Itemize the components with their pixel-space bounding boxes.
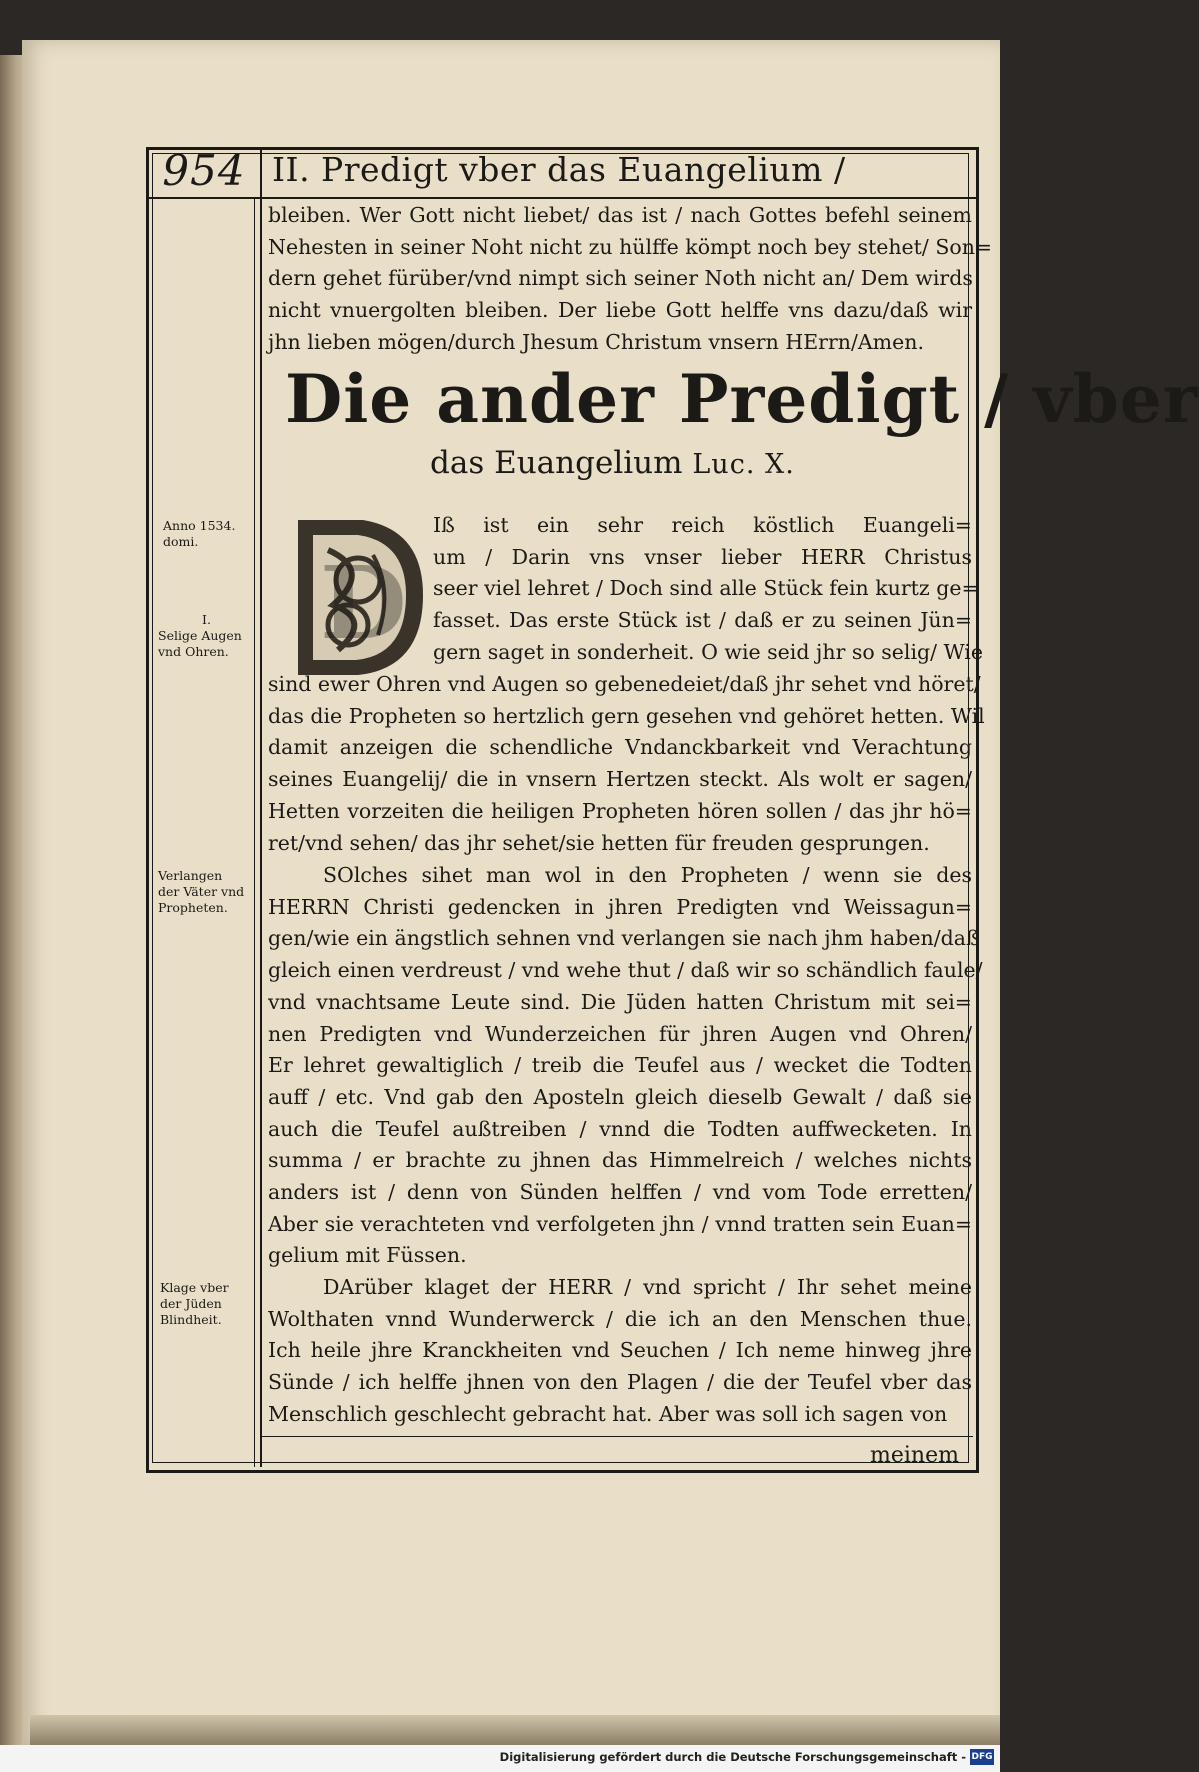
- sermon-subtitle-text: das Euangelium: [430, 445, 683, 481]
- text-line: auff / etc. Vnd gab den Aposteln gleich dieselb Gewalt / daß sie: [268, 1084, 972, 1109]
- text-line: jhn lieben mögen/durch Jhesum Christum vnsern HErrn/Amen.: [268, 329, 924, 354]
- margin-note-line: der Väter vnd: [158, 884, 245, 899]
- page-bottom-edge: [30, 1715, 1000, 1745]
- text-line: gelium mit Füssen.: [268, 1243, 467, 1268]
- text-line: dern gehet fürüber/vnd nimpt sich seiner Noth nicht an/ Dem wirds: [268, 266, 973, 291]
- paragraph-intro: [268, 200, 993, 359]
- text-line: seer viel lehret / Doch sind alle Stück fein kurtz ge=: [433, 576, 979, 601]
- text-line: sind ewer Ohren vnd Augen so gebenedeiet/daß jhr sehet vnd höret/: [268, 672, 981, 696]
- margin-note-line: I.: [202, 612, 211, 627]
- margin-note-line: Klage vber: [160, 1280, 229, 1295]
- paragraph-3: [268, 1272, 972, 1431]
- margin-note-line: der Jüden: [160, 1296, 222, 1311]
- text-line: um / Darin vns vnser lieber HERR Christus: [433, 544, 972, 569]
- text-line: auch die Teufel außtreiben / vnnd die Todten auffwecketen. In: [268, 1116, 972, 1141]
- text-line: das die Propheten so hertzlich gern gesehen vnd gehöret hetten. Wil: [268, 703, 985, 728]
- text-line: ret/vnd sehen/ das jhr sehet/sie hetten für freuden gesprungen.: [268, 830, 930, 855]
- margin-column-rule: [260, 150, 262, 1467]
- text-line: SOlches sihet man wol in den Propheten / wenn sie des: [323, 863, 972, 887]
- text-line: gleich einen verdreust / vnd wehe thut / daß wir so schändlich faule/: [268, 958, 983, 983]
- paragraph-1: [268, 669, 985, 859]
- text-line: seines Euangelij/ die in vnsern Hertzen steckt. Als wolt er sagen/: [268, 767, 972, 792]
- page-number: 954: [162, 146, 246, 195]
- paragraph-1-indented: [433, 510, 983, 669]
- text-line: summa / er brachte zu jhnen das Himmelreich / welches nichts: [268, 1148, 972, 1173]
- margin-note-line: Selige Augen: [158, 628, 242, 643]
- margin-note-selige: [158, 612, 258, 660]
- margin-note-klage: [160, 1280, 260, 1328]
- text-line: vnd vnachtsame Leute sind. Die Jüden hatten Christum mit sei=: [268, 989, 972, 1014]
- text-line: Er lehret gewaltiglich / treib die Teufel aus / wecket die Todten: [268, 1053, 972, 1078]
- text-line: fasset. Das erste Stück ist / daß er zu seinen Jün=: [433, 608, 972, 633]
- digitization-footer: [0, 1745, 1000, 1772]
- text-line: Wolthaten vnnd Wunderwerck / die ich an den Menschen thue.: [268, 1306, 972, 1331]
- text-line: damit anzeigen die schendliche Vndanckbarkeit vnd Verachtung: [268, 735, 972, 760]
- margin-note-line: domi.: [163, 534, 199, 549]
- text-line: bleiben. Wer Gott nicht liebet/ das ist / nach Gottes befehl seinem: [268, 203, 972, 227]
- margin-note-anno: [163, 518, 263, 550]
- text-line: nicht vnuergolten bleiben. Der liebe Gott helffe vns dazu/daß wir: [268, 298, 972, 323]
- text-line: Nehesten in seiner Noht nicht zu hülffe kömpt noch bey stehet/ Son=: [268, 234, 993, 259]
- dfg-logo-icon: DFG: [970, 1749, 994, 1765]
- scripture-reference: Luc. X.: [692, 449, 795, 480]
- paragraph-2: [268, 860, 983, 1272]
- text-line: anders ist / denn von Sünden helffen / vnd vom Tode erretten/: [268, 1180, 972, 1205]
- text-line: Sünde / ich helffe jhnen von den Plagen / die der Teufel vber das: [268, 1370, 972, 1395]
- margin-note-line: Anno 1534.: [163, 518, 236, 533]
- text-line: HERRN Christi gedencken in jhren Predigten vnd Weissagun=: [268, 894, 972, 919]
- decorated-initial-d-icon: [278, 510, 428, 680]
- sermon-title: Die ander Predigt / vber: [285, 360, 1199, 438]
- initial-letter: D: [320, 544, 407, 662]
- text-bottom-rule: [260, 1436, 973, 1437]
- margin-note-line: Verlangen: [158, 868, 223, 883]
- text-line: Iß ist ein sehr reich köstlich Euangeli=: [433, 513, 972, 537]
- text-line: nen Predigten vnd Wunderzeichen für jhren Augen vnd Ohren/: [268, 1021, 972, 1046]
- text-line: gen/wie ein ängstlich sehnen vnd verlangen sie nach jhm haben/daß: [268, 926, 980, 951]
- running-head: II. Predigt vber das Euangelium /: [272, 150, 846, 189]
- margin-note-line: vnd Ohren.: [158, 644, 229, 659]
- text-line: Menschlich geschlecht gebracht hat. Aber was soll ich sagen von: [268, 1401, 948, 1426]
- footer-credit: Digitalisierung gefördert durch die Deutsche Forschungsgemeinschaft -: [499, 1750, 966, 1764]
- margin-note-verlangen: [158, 868, 258, 916]
- catchword: meinem: [870, 1443, 959, 1468]
- text-line: DArüber klaget der HERR / vnd spricht / Ihr sehet meine: [323, 1275, 972, 1299]
- margin-note-line: Blindheit.: [160, 1312, 222, 1327]
- sermon-subtitle: [430, 445, 850, 481]
- text-line: Hetten vorzeiten die heiligen Propheten hören sollen / das jhr hö=: [268, 798, 972, 823]
- header-rule: [146, 197, 979, 199]
- margin-note-line: Propheten.: [158, 900, 228, 915]
- text-line: Ich heile jhre Kranckheiten vnd Seuchen / Ich neme hinweg jhre: [268, 1338, 972, 1363]
- margin-column-rule-inner: [254, 197, 255, 1467]
- text-line: gern saget in sonderheit. O wie seid jhr so selig/ Wie: [433, 639, 983, 664]
- text-line: Aber sie verachteten vnd verfolgeten jhn / vnnd tratten sein Euan=: [268, 1211, 972, 1236]
